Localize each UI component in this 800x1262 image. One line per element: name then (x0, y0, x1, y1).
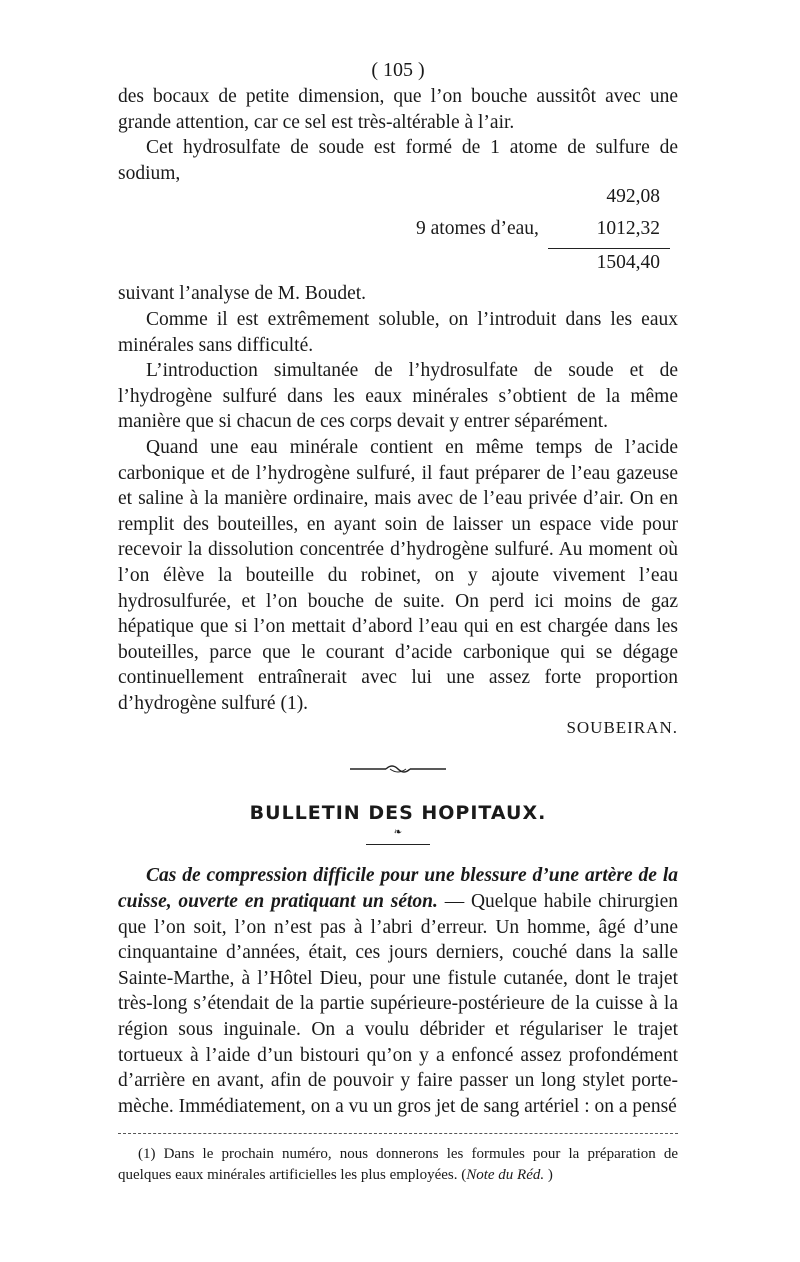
section-title: BULLETIN DES HOPITAUX. (249, 802, 547, 825)
paragraph-2: Cet hydrosulfate de soude est formé de 1 atome de sulfure de sodium, (118, 137, 678, 184)
footnote-rule (118, 1133, 678, 1134)
footnote-close: ) (544, 1167, 553, 1184)
paragraph-6: Quand une eau minérale contient en même temps de l’acide carbonique et de l’hydrogène sulfuré, il faut préparer de l’eau gazeuse et saline à la manière ordinaire, mais avec de l’eau privée d’air. On en remplit des bouteilles, en ayant soin de laisser un espace vide pour recevoir la dissolution concentrée d’hydrogène sulfuré. Au moment où l’on élève la bouteille du robinet, on y ajoute vivement l’eau hydrosulfurée, et l’on bouche de suite. On perd ici moins de gaz hépatique que si l’on mettait d’abord l’eau qui en est chargée dans les bouteilles, parce que le courant d’acide carbonique qui se dégage continuellement entraînerait avec lui une assez forte proportion d’hydrogène sulfuré (1). (118, 436, 678, 714)
author-signature: SOUBEIRAN. (566, 718, 678, 738)
footnote (118, 1144, 678, 1186)
water-value: 1012,32 (596, 218, 660, 240)
paragraph-5: L’introduction simultanée de l’hydrosulfate de soude et de l’hydrogène sulfuré dans les eaux minérales s’obtient de la même manière que si chacun de ces corps devait y entrer séparément. (118, 360, 678, 433)
paragraph-1: des bocaux de petite dimension, que l’on bouche aussitôt avec une grande attention, car ce sel est très-altérable à l’air. (118, 86, 678, 133)
ornament-divider (348, 762, 448, 776)
fleuron-mark: ❧ (393, 827, 403, 839)
article-body: — Quelque habile chirurgien que l’on soit, l’on n’est pas à l’abri d’erreur. Un homme, âgé d’une cinquantaine d’années, était, ces jours derniers, couché dans la salle Sainte-Marthe, à l’Hôtel Dieu, pour une fistule cutanée, dont le trajet très-long s’étendait de la partie supérieure-postérieure de la cuisse à la région sous inguinale. On a voulu débrider et régulariser le trajet tortueux à l’aide d’un bistouri qu’on y a enfoncé assez profondément d’arrière en avant, afin de pouvoir y faire passer un long stylet porte-mèche. Immédiatement, on a vu un gros jet de sang artériel : on a pensé (118, 891, 678, 1117)
footnote-text: (1) Dans le prochain numéro, nous donnerons les formules pour la préparation de quelques eaux minérales artificielles les plus employées. ( (118, 1146, 678, 1184)
paragraph-3: suivant l’analyse de M. Boudet. (118, 283, 367, 305)
calculation-block (118, 186, 678, 281)
document-page (118, 58, 678, 1186)
article-paragraph (118, 863, 678, 1119)
sulfure-value: 492,08 (606, 186, 660, 208)
article-title: Cas de compression difficile pour une blessure d’une artère de la cuisse, ouverte en pratiquant un séton. (118, 865, 678, 913)
section-rule (366, 844, 430, 845)
water-label: 9 atomes d’eau, (416, 218, 539, 240)
footnote-note-label: Note du Réd. (466, 1167, 545, 1184)
page-number: ( 105 ) (371, 59, 425, 81)
sum-rule (548, 248, 670, 249)
total-value: 1504,40 (596, 252, 660, 274)
paragraph-4: Comme il est extrêmement soluble, on l’introduit dans les eaux minérales sans difficulté. (118, 308, 678, 356)
